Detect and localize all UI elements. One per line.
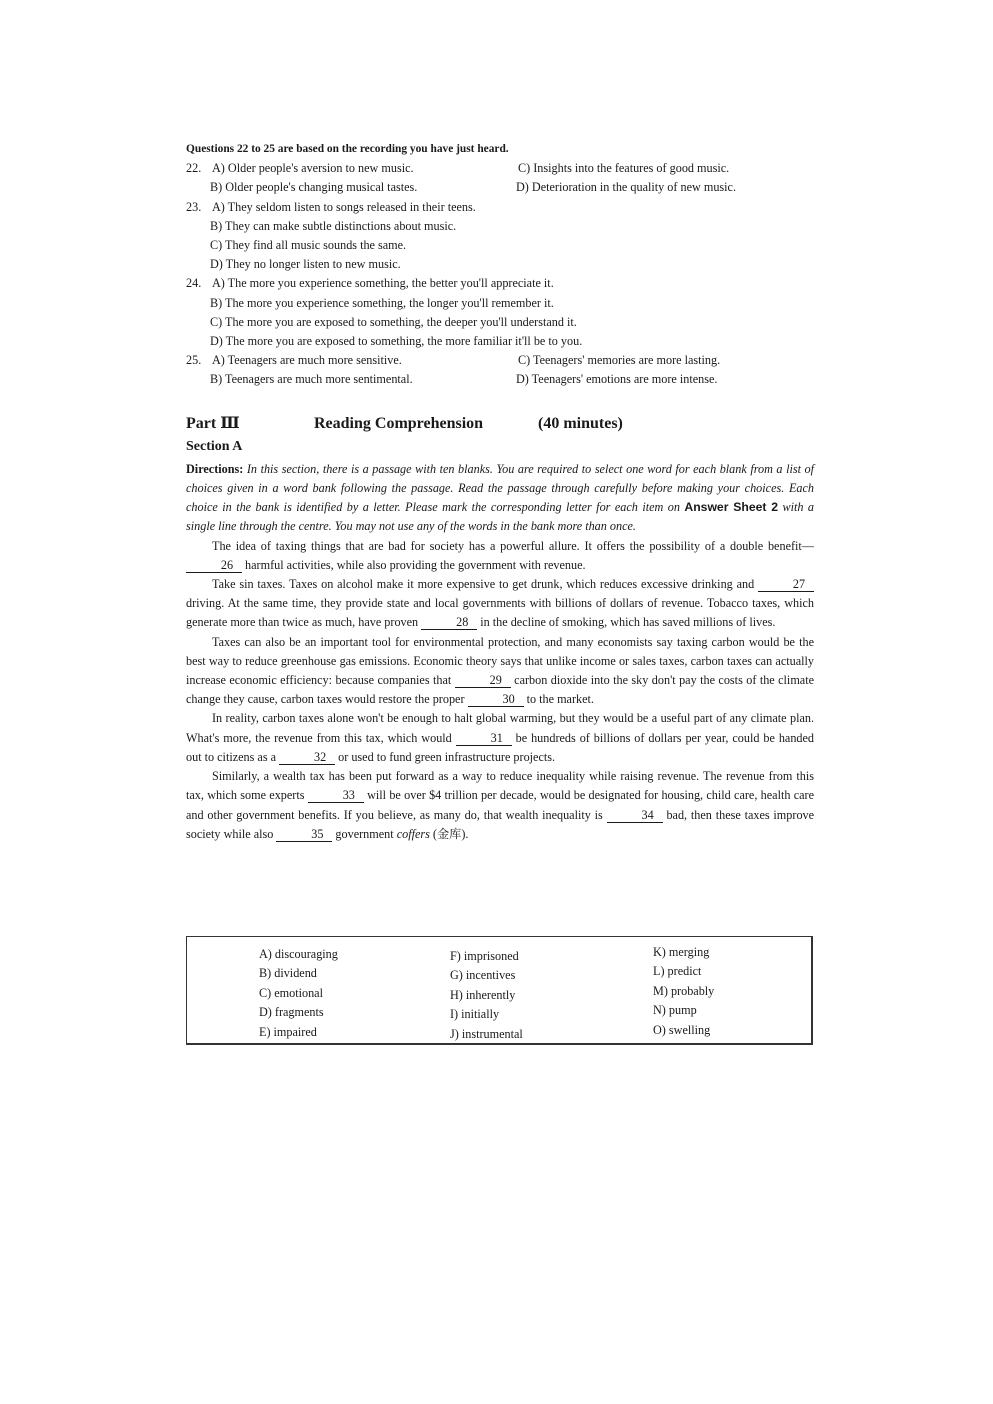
option-c: C) They find all music sounds the same. [210, 238, 407, 253]
question-22 [186, 159, 814, 197]
word-choice: K) merging [653, 945, 710, 959]
question-number: 24. [186, 276, 202, 291]
word-choice: N) pump [653, 1003, 697, 1018]
word-choice: H) inherently [450, 987, 516, 1002]
exam-page [186, 140, 814, 844]
blank-33: 33 [308, 788, 364, 803]
word-choice: E) impaired [259, 1024, 317, 1039]
question-number: 22. [186, 161, 202, 176]
word-choice: B) dividend [259, 966, 317, 981]
word-choice: M) probably [653, 983, 715, 998]
word-bank-column-1 [259, 945, 338, 1042]
blank-31: 31 [456, 731, 512, 746]
blank-28: 28 [421, 615, 477, 630]
word-bank-column-2 [450, 947, 523, 1044]
option-b: B) They can make subtle distinctions about music. [210, 218, 457, 233]
answer-sheet-ref: Answer Sheet 2 [684, 500, 779, 515]
option-d: D) Teenagers' emotions are more intense. [516, 372, 718, 387]
option-b: B) Teenagers are much more sentimental. [210, 372, 413, 387]
passage-paragraph-2: Take sin taxes. Taxes on alcohol make it more expensive to get drunk, which reduces excessive drinking and 27 driving. At the same time, they provide state and local governments with billions of dollars of revenue. Tobacco taxes, which generate more than twice as much, have proven 28 in the decline of smoking, which has saved millions of lives. [186, 577, 814, 630]
directions: Directions: In this section, there is a passage with ten blanks. You are required to select one word for each blank from a list of choices given in a word bank following the passage. Read the passage through carefully before making your choices. Each choice in the bank is identified by a letter. Please mark the corresponding letter for each item on Answer Sheet 2 with a single line through the centre. You may not use any of the words in the bank more than once. [186, 461, 815, 534]
option-a: A) The more you experience something, the better you'll appreciate it. [212, 276, 554, 291]
part-title: Reading Comprehension [314, 415, 484, 433]
option-c: C) Teenagers' memories are more lasting. [518, 353, 721, 368]
word-choice: D) fragments [259, 1005, 324, 1020]
question-number: 23. [186, 199, 202, 214]
section-title: Section A [186, 438, 243, 454]
question-number: 25. [186, 353, 202, 368]
passage-paragraph-3: Taxes can also be an important tool for environmental protection, and many economists say taxing carbon would be the best way to reduce greenhouse gas emissions. Economic theory says that unlike income or sales taxes, carbon taxes can actually increase economic efficiency: because companies that 29 carbon dioxide into the sky don't pay the costs of the climate change they cause, carbon taxes would restore the proper 30 to the market. [186, 634, 814, 707]
directions-label: Directions: [186, 461, 244, 476]
option-a: A) Older people's aversion to new music. [212, 161, 414, 176]
blank-26: 26 [186, 558, 242, 573]
word-choice: O) swelling [653, 1022, 711, 1037]
word-choice: G) incentives [450, 968, 516, 983]
word-choice: L) predict [653, 964, 702, 979]
option-b: B) Older people's changing musical tastes. [210, 180, 418, 195]
blank-29: 29 [455, 673, 511, 688]
option-b: B) The more you experience something, the longer you'll remember it. [210, 295, 554, 310]
option-d: D) The more you are exposed to something, the more familiar it'll be to you. [210, 334, 583, 349]
word-choice: C) emotional [259, 985, 323, 1000]
option-d: D) Deterioration in the quality of new music. [516, 180, 736, 195]
word-bank-column-3 [653, 943, 714, 1040]
part-label: Part Ⅲ [186, 415, 240, 433]
passage-paragraph-5: Similarly, a wealth tax has been put forward as a way to reduce inequality while raising revenue. The revenue from this tax, which some experts 33 will be over $4 trillion per decade, would be designated for housing, child care, health care and other government benefits. If you believe, as many do, that wealth inequality is 34 bad, then these taxes improve society while also 35 government coffers (金库). [186, 769, 815, 841]
word-choice: J) instrumental [450, 1026, 523, 1041]
part-time: (40 minutes) [538, 415, 623, 433]
word-choice: I) initially [450, 1007, 500, 1022]
blank-35: 35 [276, 827, 332, 842]
blank-34: 34 [607, 808, 663, 823]
blank-27: 27 [758, 577, 814, 592]
blank-32: 32 [279, 750, 335, 765]
option-a: A) Teenagers are much more sensitive. [212, 353, 402, 368]
word-choice: A) discouraging [259, 947, 338, 961]
option-a: A) They seldom listen to songs released in their teens. [212, 199, 476, 214]
passage-paragraph-1: The idea of taxing things that are bad for society has a powerful allure. It offers the possibility of a double benefit—26 harmful activities, while also providing the government with revenue. [186, 537, 814, 575]
word-choice: F) imprisoned [450, 949, 519, 963]
word-bank [186, 936, 813, 1045]
option-d: D) They no longer listen to new music. [210, 257, 401, 272]
part-heading [186, 410, 814, 434]
passage-paragraph-4: In reality, carbon taxes alone won't be enough to halt global warming, but they would be a useful part of any climate plan. What's more, the revenue from this tax, which would 31 be hundreds of billions of dollars per year, could be handed out to citizens as a 32 or used to fund green infrastructure projects. [186, 711, 815, 764]
option-c: C) The more you are exposed to something, the deeper you'll understand it. [210, 314, 577, 329]
listening-heading: Questions 22 to 25 are based on the recording you have just heard. [186, 143, 509, 155]
question-24 [186, 274, 814, 351]
option-c: C) Insights into the features of good music. [518, 161, 730, 176]
question-25 [186, 351, 814, 389]
blank-30: 30 [468, 692, 524, 707]
question-23 [186, 198, 814, 275]
